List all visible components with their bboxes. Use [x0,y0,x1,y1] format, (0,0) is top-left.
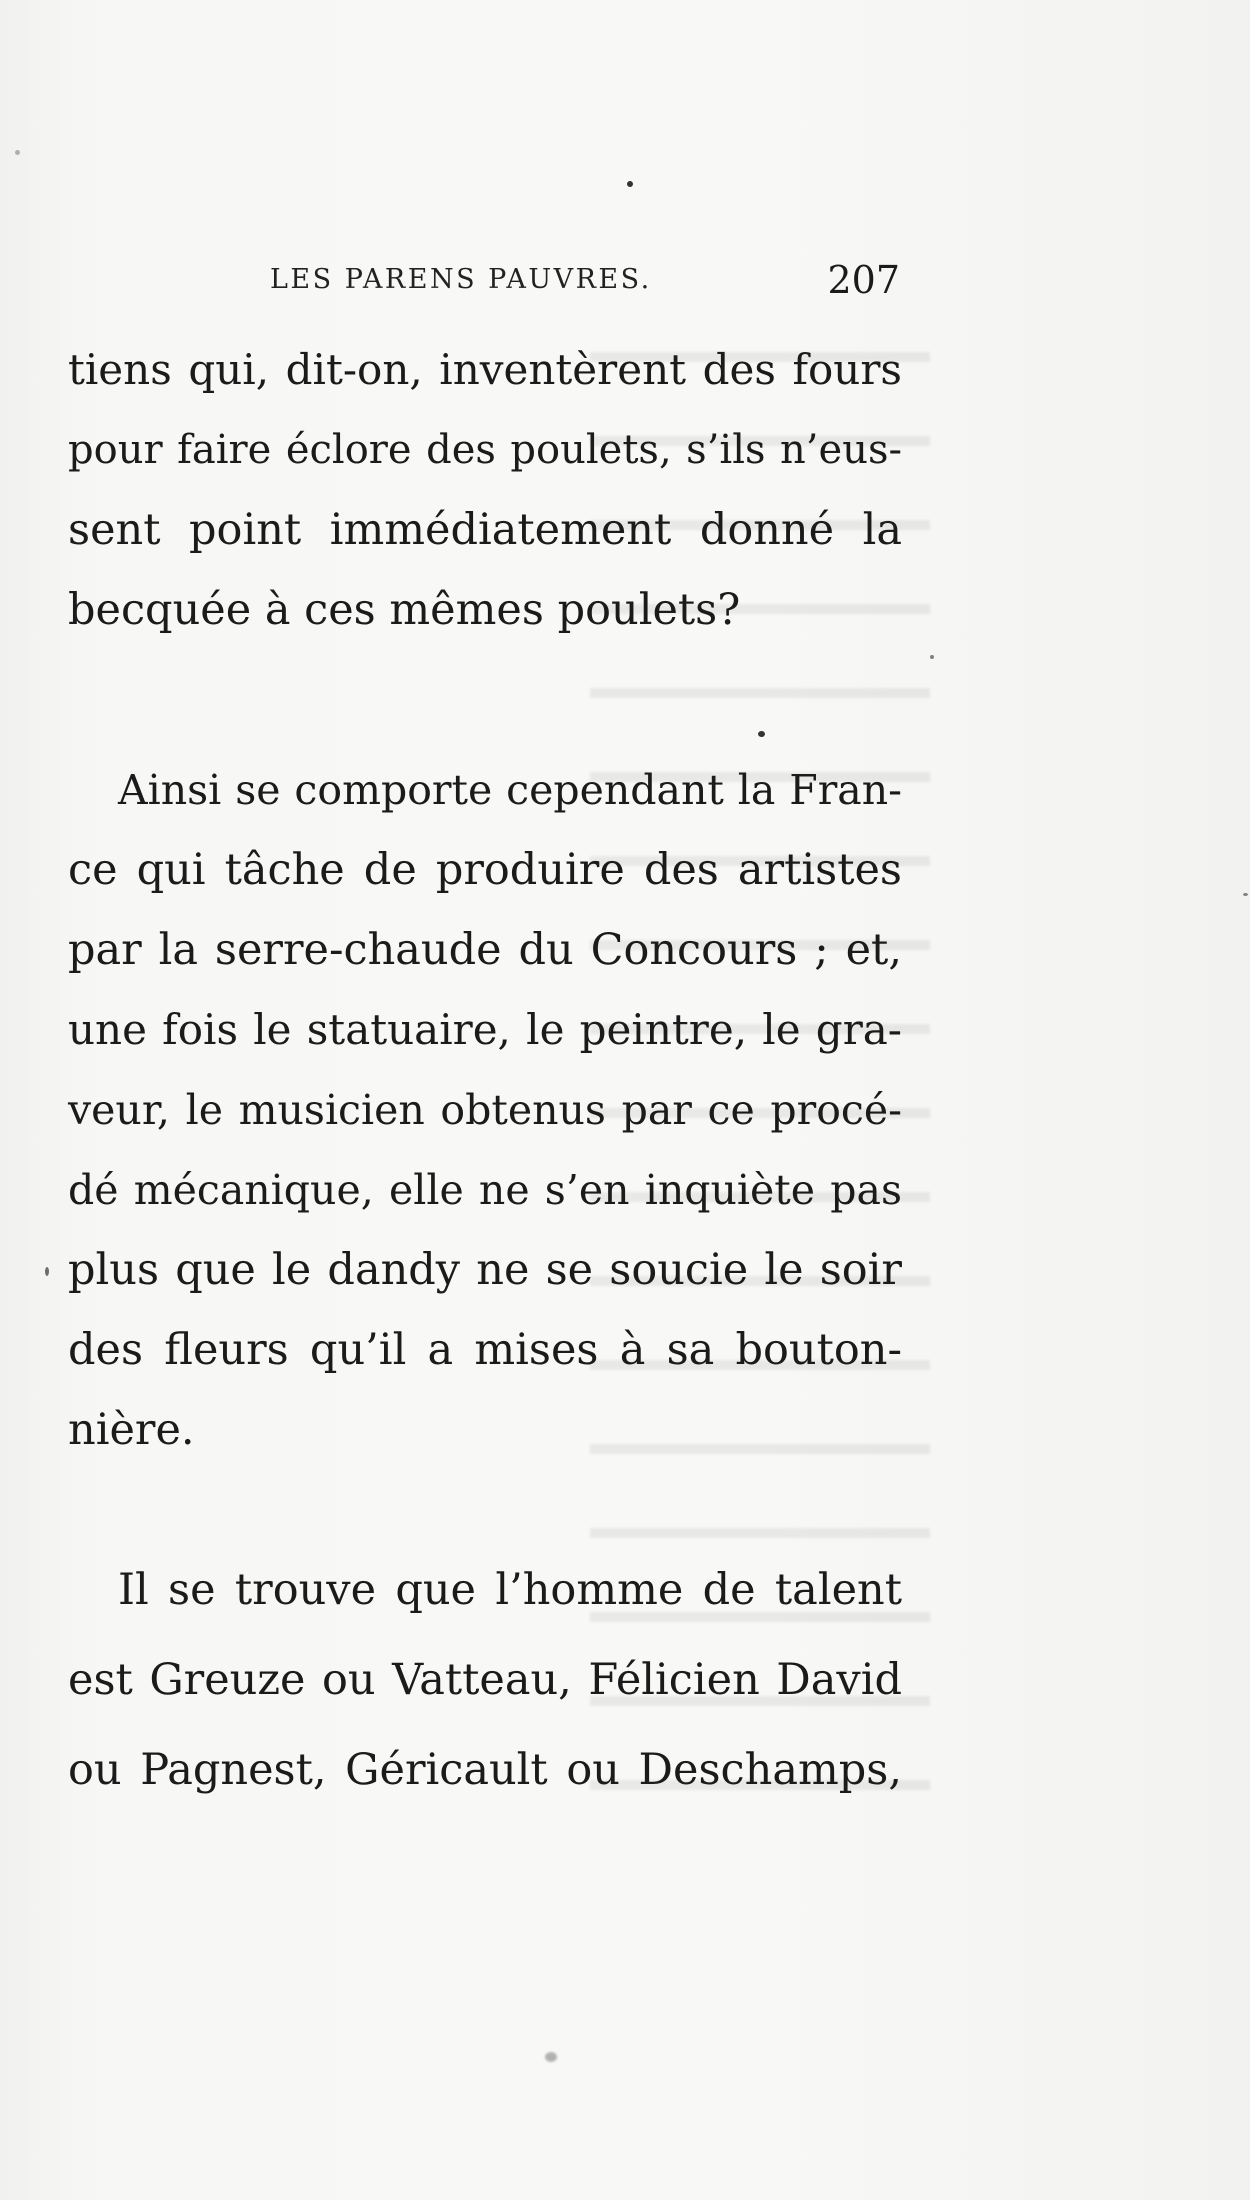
text-line: dé mécanique, elle ne s’en inquiète pas [68,1166,902,1214]
text-line: une fois le statuaire, le peintre, le gra- [68,1005,902,1054]
ink-speck [627,181,633,187]
running-title: LES PARENS PAUVRES. [270,264,652,295]
text-line: pour faire éclore des poulets, s’ils n’eus- [68,427,902,473]
text-line: sent point immédiatement donné la [68,505,902,555]
text-line: des fleurs qu’il a mises à sa bouton- [68,1325,902,1375]
page-number: 207 [827,258,900,302]
text-line: becquée à ces mêmes poulets? [68,585,741,635]
ink-speck [45,1267,49,1276]
text-line: nière. [68,1405,195,1455]
text-line: tiens qui, dit-on, inventèrent des fours [68,345,902,394]
text-line: par la serre-chaude du Concours ; et, [68,925,902,975]
text-line: Ainsi se comporte cependant la Fran- [118,766,902,814]
text-line: veur, le musicien obtenus par ce procé- [68,1086,902,1134]
ink-speck [15,150,20,155]
page-header [70,258,900,308]
text-line: ou Pagnest, Géricault ou Deschamps, [68,1745,902,1795]
text-line: Il se trouve que l’homme de talent [118,1565,902,1615]
ink-speck [545,2052,557,2062]
text-line: plus que le dandy ne se soucie le soir [68,1245,902,1295]
ink-speck [930,655,934,659]
ink-speck [1243,893,1248,896]
text-line: ce qui tâche de produire des artistes [68,845,902,895]
ink-speck [758,731,765,737]
text-line: est Greuze ou Vatteau, Félicien David [68,1655,902,1705]
